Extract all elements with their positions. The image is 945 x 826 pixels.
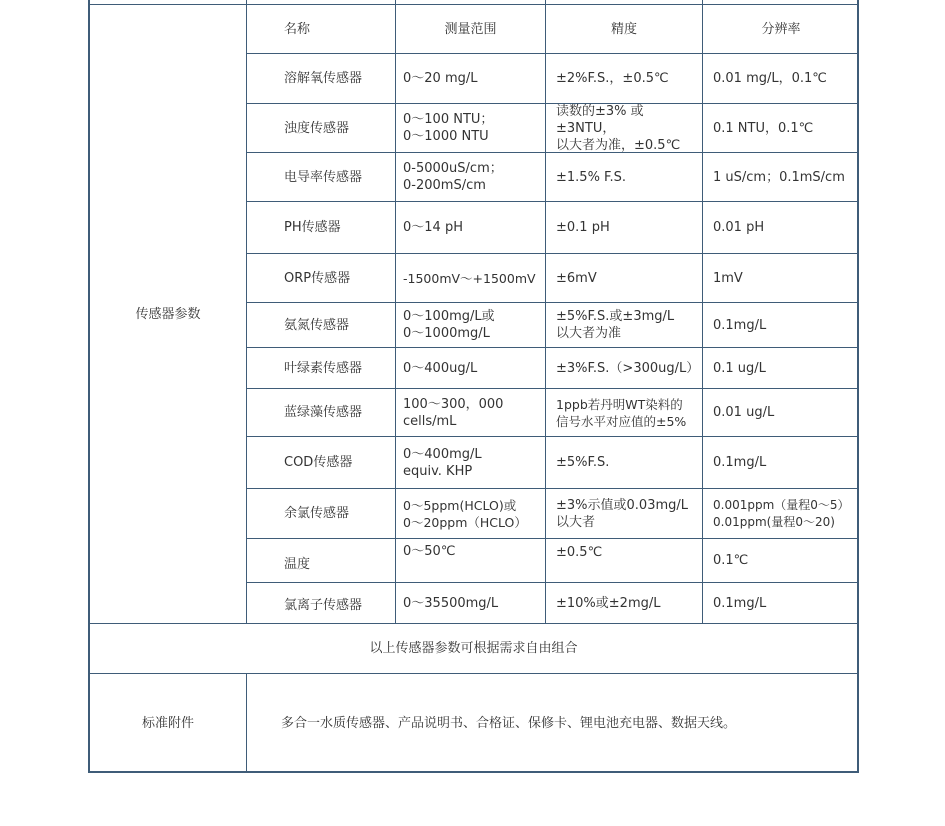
table-cell-resolution: 0.01 pH (713, 220, 765, 235)
table-cell-name: ORP传感器 (284, 270, 351, 286)
table-border (246, 673, 247, 773)
table-cell-name: 溶解氧传感器 (284, 71, 363, 86)
table-cell-range: 100～300，000 cells/mL (403, 396, 504, 429)
table-cell-accuracy: ±1.5% F.S. (556, 169, 626, 185)
table-cell-accuracy: ±2%F.S.，±0.5℃ (556, 71, 669, 86)
table-border (702, 0, 703, 623)
table-cell-range: 0～100mg/L或 0～1000mg/L (403, 309, 495, 341)
table-cell-range: 0-5000uS/cm； 0-200mS/cm (403, 161, 503, 193)
table-cell-name: 余氯传感器 (284, 506, 350, 521)
header-resolution: 分辨率 (761, 21, 801, 37)
table-cell-accuracy: ±3%F.S.（>300ug/L） (556, 360, 700, 376)
combination-note: 以上传感器参数可根据需求自由组合 (369, 641, 578, 656)
table-cell-name: COD传感器 (284, 455, 353, 470)
table-cell-accuracy: 1ppb若丹明WT染料的 信号水平对应值的±5% (556, 396, 687, 429)
table-cell-resolution: 0.1mg/L (713, 595, 767, 611)
table-cell-resolution: 0.01 ug/L (713, 405, 775, 420)
table-cell-range: 0～400ug/L (403, 360, 478, 376)
table-cell-resolution: 0.001ppm（量程0～5） 0.01ppm(量程0～20) (713, 497, 850, 529)
table-cell-name: 氯离子传感器 (284, 597, 363, 613)
table-cell-resolution: 0.1mg/L (713, 455, 767, 470)
header-range: 测量范围 (444, 21, 497, 37)
table-cell-resolution: 0.1mg/L (713, 317, 767, 333)
table-cell-name: 蓝绿藻传感器 (284, 405, 363, 420)
section-label: 传感器参数 (135, 306, 201, 322)
table-cell-range: 0～50℃ (403, 543, 456, 559)
table-cell-name: 叶绿素传感器 (284, 360, 363, 376)
table-cell-range: -1500mV～+1500mV (403, 270, 536, 286)
table-cell-accuracy: ±0.1 pH (556, 220, 610, 235)
table-cell-range: 0～400mg/L equiv. KHP (403, 446, 482, 479)
table-border (246, 0, 247, 623)
table-cell-resolution: 0.1℃ (713, 553, 749, 568)
table-cell-accuracy: ±6mV (556, 270, 597, 286)
table-cell-name: 温度 (284, 557, 311, 572)
header-name: 名称 (284, 21, 311, 37)
table-cell-name: 浊度传感器 (284, 120, 350, 136)
table-cell-accuracy: 读数的±3% 或±3NTU， 以大者为准，±0.5℃ (556, 103, 681, 153)
table-border (545, 0, 546, 623)
table-border (395, 0, 396, 623)
table-cell-accuracy: ±5%F.S.或±3mg/L 以大者为准 (556, 309, 675, 341)
table-cell-resolution: 0.1 ug/L (713, 360, 766, 376)
table-cell-range: 0～14 pH (403, 220, 463, 235)
table-cell-name: 电导率传感器 (284, 169, 363, 185)
table-cell-resolution: 1 uS/cm；0.1mS/cm (713, 169, 845, 185)
table-cell-name: 氨氮传感器 (284, 317, 350, 333)
table-cell-range: 0～100 NTU； 0～1000 NTU (403, 112, 494, 144)
table-cell-name: PH传感器 (284, 220, 341, 235)
table-cell-resolution: 0.1 NTU，0.1℃ (713, 120, 814, 136)
table-cell-resolution: 0.01 mg/L，0.1℃ (713, 71, 827, 86)
accessories-label: 标准附件 (141, 715, 194, 731)
table-cell-resolution: 1mV (713, 270, 743, 286)
table-cell-accuracy: ±5%F.S. (556, 455, 610, 470)
table-cell-accuracy: ±10%或±2mg/L (556, 595, 661, 611)
header-accuracy: 精度 (610, 21, 637, 37)
accessories-content: 多合一水质传感器、产品说明书、合格证、保修卡、锂电池充电器、数据天线。 (281, 715, 737, 731)
table-cell-accuracy: ±0.5℃ (556, 544, 603, 560)
table-cell-range: 0～35500mg/L (403, 595, 499, 611)
table-cell-range: 0～5ppm(HCLO)或 0～20ppm（HCLO） (403, 497, 527, 530)
table-cell-range: 0～20 mg/L (403, 71, 478, 86)
table-cell-accuracy: ±3%示值或0.03mg/L 以大者 (556, 497, 688, 530)
